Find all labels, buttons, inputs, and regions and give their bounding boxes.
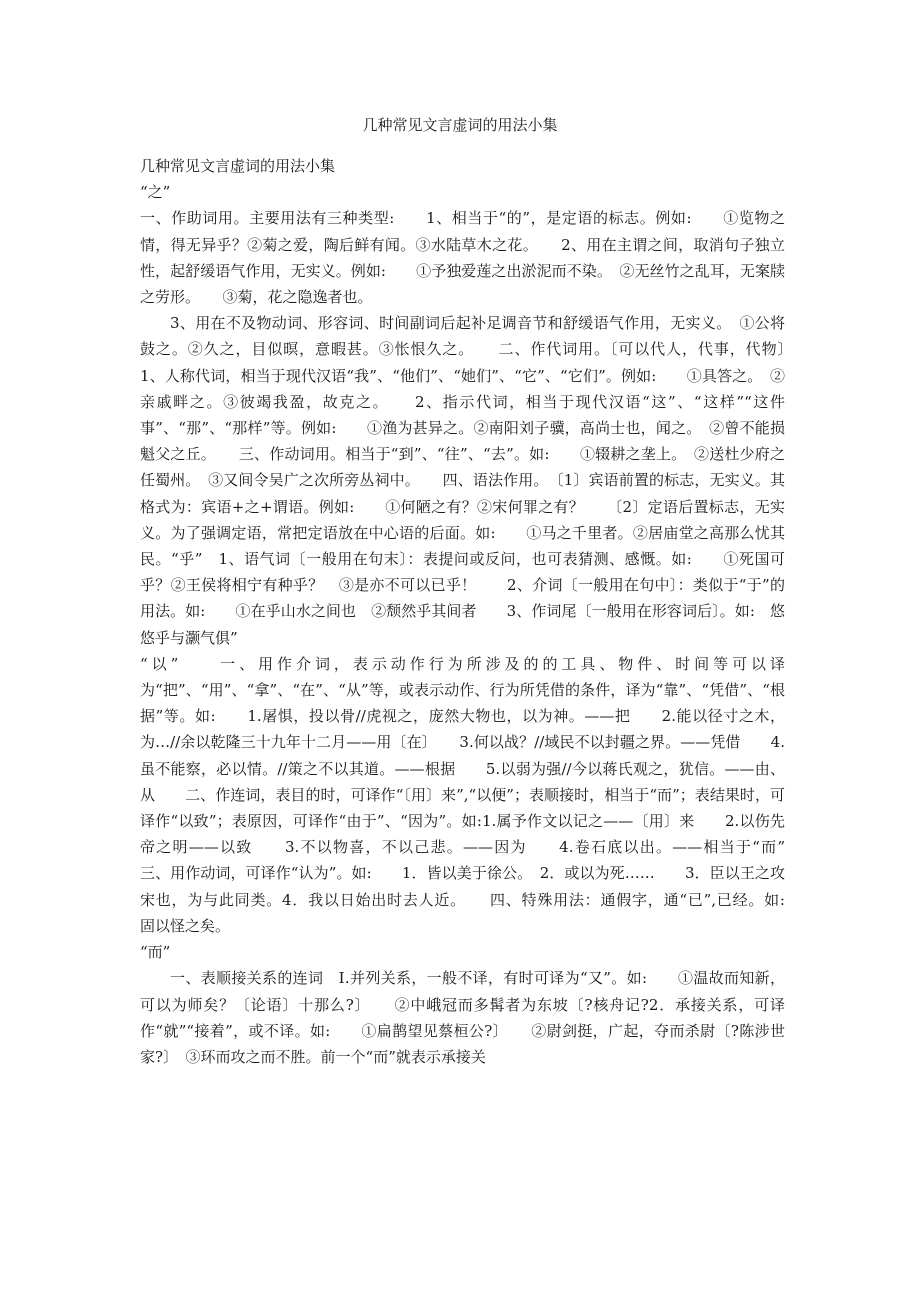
document-title: 几种常见文言虚词的用法小集 <box>362 116 558 134</box>
paragraph-er-usage: 一、表顺接关系的连词 Ⅰ.并列关系，一般不译，有时可译为“又”。如: ①温故而知新，可以为师矣？〔论语〕十那么?〕 ②中峨冠而多髯者为东坡〔?核舟记?2．承接关系，可译作“就”“接着”，或不译。如: ①扁鹊望见蔡桓公?〕 ②尉剑挺，广起，夺而杀尉〔?陈涉世家?〕 ③环而攻之而不胜。前一个“而”就表示承接关 <box>140 969 785 1066</box>
word-label-zhi: “之” <box>140 183 171 202</box>
paragraph-yi-usage: “以” 一、用作介词，表示动作行为所涉及的的工具、物件、时间等可以译为“把”、“用”、“拿”、“在”、“从”等，或表示动作、行为所凭借的条件，译为“靠”、“凭借”、“根据”等。如: 1.屠惧，投以骨//虎视之，庞然大物也，以为神。——把 2.能以径寸之木，为…//余以乾隆三十九年十二月——用〔在〕 3.何以战？//域民不以封疆之界。——凭借 4.虽不能察，必以情。//策之不以其道。——根据 5.以弱为强//今以蒋氏观之，犹信。——由、从 二、作连词，表目的时，可译作“〔用〕来”,“以便”；表顺接时，相当于“而”；表结果时，可译作“以致”；表原因，可译作“由于”、“因为”。如:1.属予作文以记之——〔用〕来 2.以伤先帝之明——以致 3.不以物喜，不以己悲。——因为 4.卷石底以出。——相当于“而” 三、用作动词，可译作“认为”。如: 1．皆以美于徐公。 2．或以为死…… 3．臣以王之攻宋也，为与此同类。4．我以日始出时去人近。 四、特殊用法：通假字，通“已”,已经。如: 固以怪之矣。 <box>140 654 831 935</box>
document-body <box>140 153 831 1070</box>
paragraph-zhi-usage-2: 3、用在不及物动词、形容词、时间副词后起补足调音节和舒缓语气作用，无实义。 ①公将鼓之。②久之，目似暝，意暇甚。③怅恨久之。 二、作代词用。〔可以代人，代事，代物〕 1、人称代词，相当于现代汉语“我”、“他们”、“她们”、“它”、“它们”。例如: ①具答之。 ②亲戚畔之。③彼竭我盈，故克之。 2、指示代词，相当于现代汉语“这”、“这样”“这件事”、“那”、“那样”等。例如: ①渔为甚异之。②南阳刘子骥，高尚士也，闻之。 ②曾不能损魁父之丘。 三、作动词用。相当于“到”、“往”、“去”。如: ①辍耕之垄上。 ②送杜少府之任蜀州。 ③又间令吴广之次所旁丛祠中。 四、语法作用。 〔1〕宾语前置的标志，无实义。其格式为：宾语+之+谓语。例如: ①何陋之有？②宋何罪之有？ 〔2〕定语后置标志，无实义。为了强调定语，常把定语放在中心语的后面。如: ①马之千里者。②居庙堂之高那么忧其民。“乎” 1、语气词〔一般用在句末〕：表提问或反问，也可表猜测、感慨。如: ①死国可乎？②王侯将相宁有种乎？ ③是亦不可以已乎！ 2、介词〔一般用在句中〕：类似于“于”的用法。如: ①在乎山水之间也 ②颓然乎其间者 3、作词尾〔一般用在形容词后〕。如: 悠悠乎与灏气俱” <box>140 314 801 647</box>
section-heading: 几种常见文言虚词的用法小集 <box>140 157 336 175</box>
paragraph-zhi-usage-1: 一、作助词用。主要用法有三种类型: 1、相当于“的”，是定语的标志。例如: ①览物之情，得无异乎？②菊之爱，陶后鲜有闻。③水陆草木之花。 2、用在主谓之间，取消句子独立性，起舒缓语气作用，无实义。例如: ①予独爱莲之出淤泥而不染。 ②无丝竹之乱耳，无案牍之劳形。 ③菊，花之隐逸者也。 <box>140 209 785 307</box>
word-label-er: “而” <box>140 943 171 962</box>
